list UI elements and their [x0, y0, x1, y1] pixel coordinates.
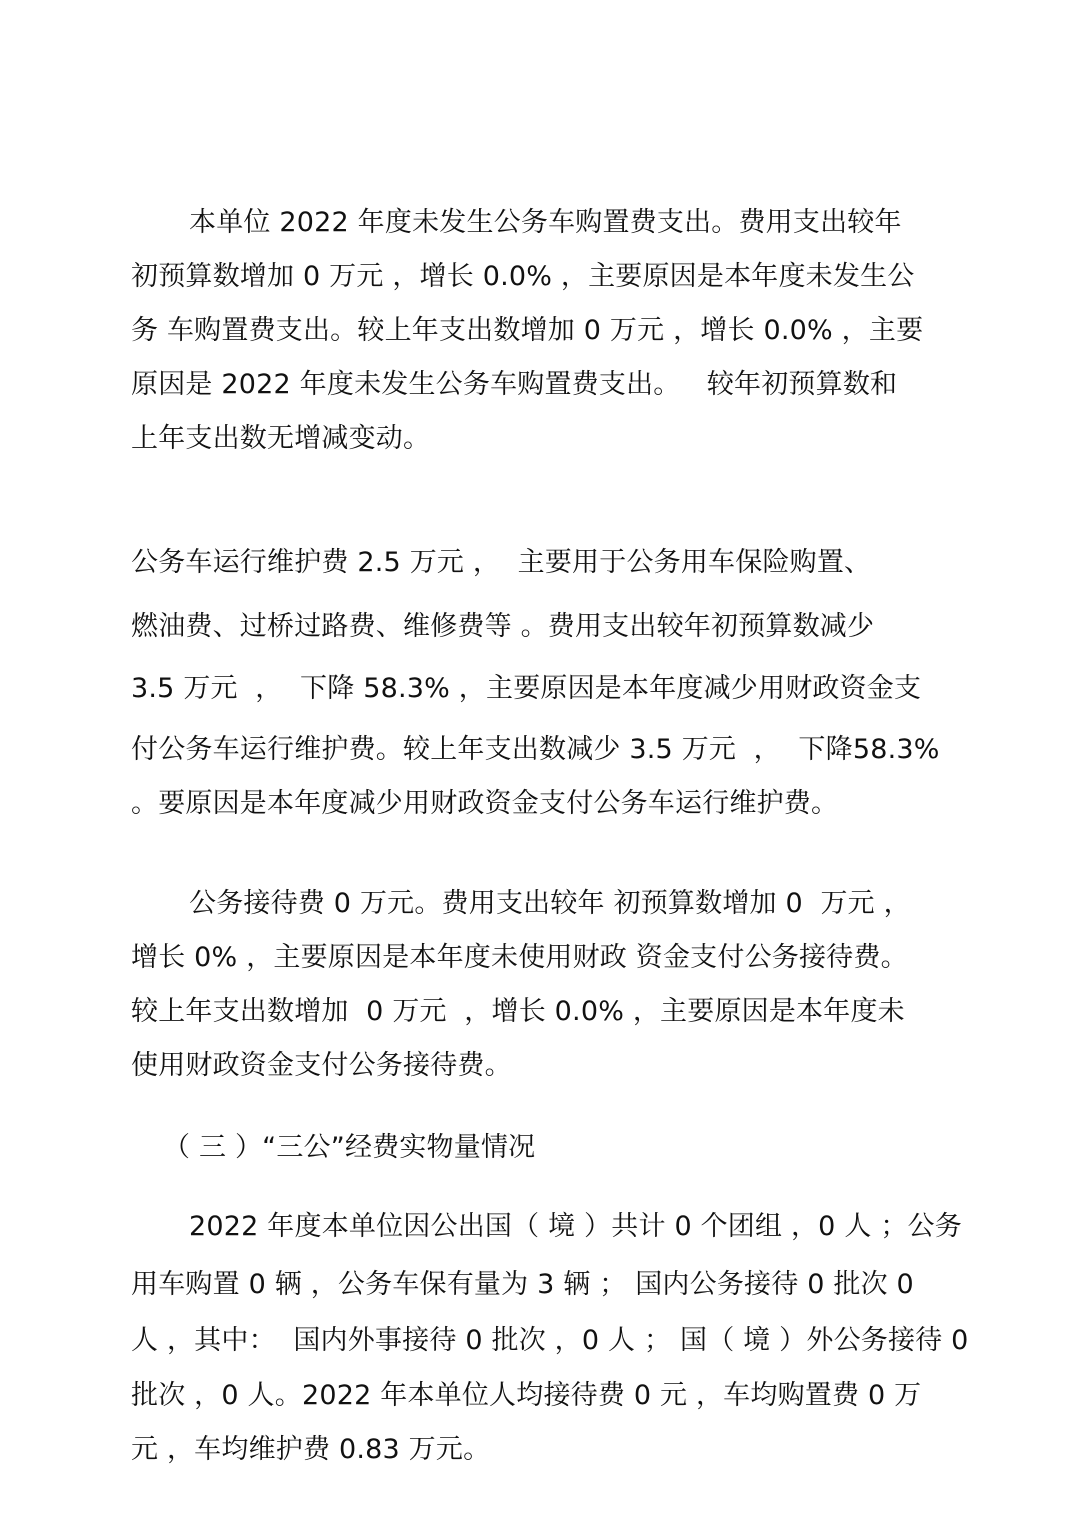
paragraph-4-line-3: 人 ，其中： 国内外事接待 0 批次 ，0 人 ； 国（ 境 ）外公务接待 0	[131, 1325, 969, 1356]
paragraph-3-line-2: 增长 0% ，主要原因是本年度未使用财政 资金支付公务接待费。	[131, 942, 908, 973]
paragraph-1-line-3: 务 车购置费支出。较上年支出数增加 0 万元 ，增长 0.0% ，主要	[131, 315, 924, 346]
paragraph-1-line-4: 原因是 2022 年度未发生公务车购置费支出。 较年初预算数和	[131, 369, 898, 400]
paragraph-4-line-2: 用车购置 0 辆 ，公务车保有量为 3 辆 ； 国内公务接待 0 批次 0	[131, 1269, 914, 1300]
paragraph-4-line-1: 2022 年度本单位因公出国（ 境 ）共计 0 个团组 ，0 人 ；公务	[189, 1211, 962, 1242]
paragraph-2-line-2: 燃油费、过桥过路费、维修费等 。费用支出较年初预算数减少	[131, 611, 875, 642]
paragraph-2-line-1: 公务车运行维护费 2.5 万元 ， 主要用于公务用车保险购置、	[131, 547, 872, 578]
paragraph-1-line-1: 本单位 2022 年度未发生公务车购置费支出。费用支出较年	[189, 207, 902, 238]
paragraph-3-line-4: 使用财政资金支付公务接待费。	[131, 1050, 512, 1081]
section-heading: （ 三 ）“三公”经费实物量情况	[163, 1132, 536, 1163]
paragraph-4-line-4: 批次 ，0 人。2022 年本单位人均接待费 0 元 ，车均购置费 0 万	[131, 1380, 922, 1411]
paragraph-1-line-5: 上年支出数无增减变动。	[131, 423, 431, 454]
paragraph-2-line-5: 。要原因是本年度减少用财政资金支付公务车运行维护费。	[131, 788, 839, 819]
paragraph-3-line-3: 较上年支出数增加 0 万元 ，增长 0.0% ，主要原因是本年度未	[131, 996, 905, 1027]
paragraph-1-line-2: 初预算数增加 0 万元 ，增长 0.0% ，主要原因是本年度未发生公	[131, 261, 915, 292]
paragraph-2-line-3: 3.5 万元 ， 下降 58.3% ，主要原因是本年度减少用财政资金支	[131, 673, 922, 704]
paragraph-2-line-4: 付公务车运行维护费。较上年支出数减少 3.5 万元 ， 下降58.3%	[131, 734, 940, 765]
paragraph-4-line-5: 元 ，车均维护费 0.83 万元。	[131, 1434, 491, 1465]
paragraph-3-line-1: 公务接待费 0 万元。费用支出较年 初预算数增加 0 万元 ，	[189, 888, 911, 919]
